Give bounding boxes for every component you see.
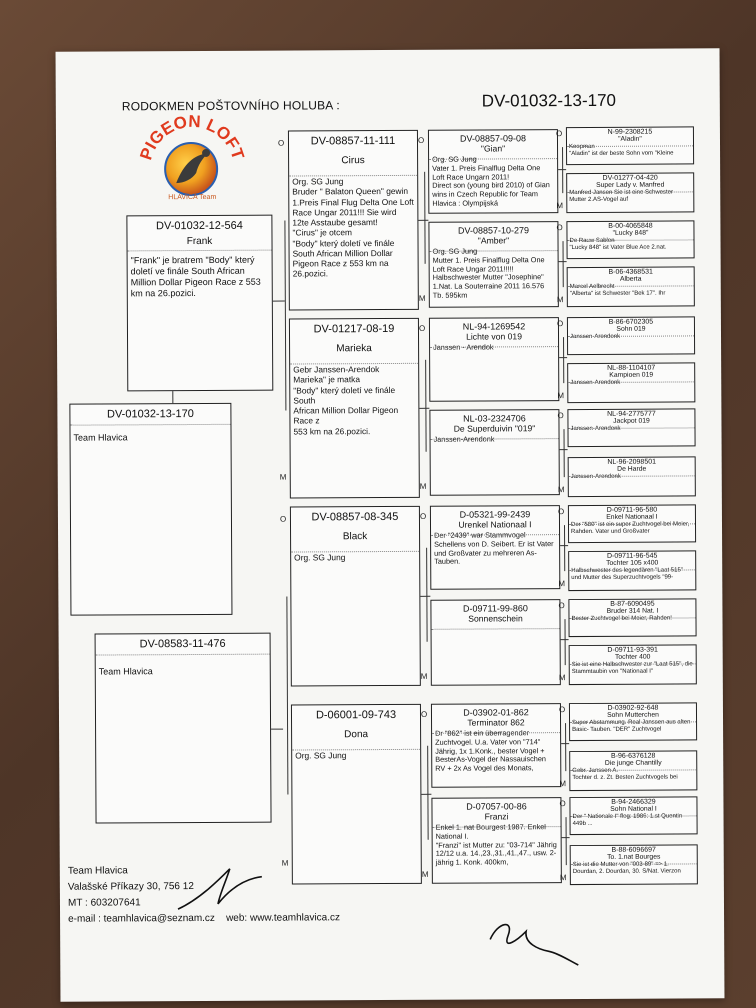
ring-number: DV-01277-04-420 — [602, 174, 658, 182]
pigeon-notes: Gebr. Janssen A. Tochter d. z. Zt. Besten Zuchtvogels bei — [572, 767, 678, 782]
pigeon-name: Bruder 314 Nat. I — [606, 607, 659, 615]
pigeon-notes: Janssen-Arendonk — [570, 333, 621, 341]
pigeon-notes: Dr "862" ist ein überragender Zuchtvogel. U.a. Vater von "714" Jährig, 1x 1.Konk., bester Vogel + BesterAs-Vogel der Nassauischen RV + 2x As Vogel des Monats, — [435, 728, 546, 773]
pigeon-name: Alberta — [619, 275, 642, 283]
great-grandparent-box — [428, 129, 558, 214]
sire-marker: O — [557, 411, 564, 421]
ancestor-box — [568, 598, 696, 637]
grandparent-box — [291, 704, 422, 885]
sire-marker: O — [419, 511, 427, 521]
pigeon-name: "Amber" — [477, 235, 510, 246]
pigeon-name: De Superduivin "019" — [453, 423, 536, 434]
logo-graphic — [136, 113, 248, 204]
great-grandparent-box — [431, 797, 561, 884]
ring-number: B-00-4065848 — [608, 222, 653, 230]
pigeon-notes: Sie ist die Mutter von "003-89" => 1. Dourdan, 2. Dourdan, 30. S/Nat. Vierzon — [572, 861, 681, 876]
pigeon-name: Sohn National I — [610, 805, 657, 813]
sire-marker: O — [418, 323, 426, 333]
ring-number: NL-88-1104107 — [607, 364, 656, 372]
dam-marker: M — [559, 873, 567, 883]
pigeon-name: Black — [342, 531, 368, 543]
ring-number: D-03902-92-648 — [607, 704, 659, 712]
ring-number: D-09711-96-580 — [606, 506, 658, 514]
pigeon-name: Tochter 400 — [614, 653, 651, 661]
ancestor-box — [568, 504, 696, 543]
pigeon-name: Sohn Mutterchen — [607, 711, 659, 719]
ring-number: NL-94-2775777 — [607, 410, 656, 418]
pigeon-notes: Super Abstammung. Real Janssen aus alten Basic- Tauben. "DER" Zuchtvogel — [572, 719, 691, 734]
pigeon-notes: Gebr Janssen-Arendok Marieka" je matka "Body" který doletí ve finále South African Million Dollar Pigeon Race z 553 km na 26.pozici. — [293, 364, 399, 437]
ancestor-box — [567, 316, 695, 355]
sire-marker: O — [557, 507, 565, 517]
pigeon-loft-logo — [136, 113, 248, 204]
dam-marker: M — [281, 858, 289, 868]
dam-marker: M — [557, 485, 565, 495]
great-grandparent-box — [429, 409, 559, 496]
dam-box — [95, 633, 272, 824]
ring-number: DV-08857-11-111 — [310, 134, 396, 148]
dam-marker: M — [419, 481, 427, 491]
pigeon-notes: De Rauw Sablon "Lucky 848" ist Vater Blue Ace 2.nat. — [569, 237, 667, 252]
ring-number: B-06-4368531 — [608, 268, 653, 276]
pigeon-notes: Org. SG Jung Vater 1. Preis Finalflug Delta One Loft Race Ungarn 2011! Direct son (young bird 2010) of Gian wins in Czech Republic for Team Hlavica : Olympijská — [432, 154, 550, 208]
ancestor-box — [570, 844, 698, 885]
signature-scribble — [478, 909, 588, 970]
pigeon-name: "Aladin" — [618, 135, 642, 143]
ring-number: D-03902-01-862 — [463, 707, 529, 718]
pigeon-name: Jackpot 019 — [613, 417, 650, 425]
ancestor-box — [569, 702, 697, 741]
subject-ring: DV-01032-13-170 — [106, 408, 194, 421]
ancestor-box — [569, 750, 697, 791]
pigeon-name: To. 1.nat Bourges — [607, 853, 661, 861]
sire-marker: O — [558, 705, 566, 715]
pigeon-notes: Janssen-Arendonk — [433, 434, 495, 444]
ring-number: D-09711-96-545 — [606, 552, 658, 560]
ancestor-box — [568, 456, 696, 497]
pigeon-notes: Marcel Aelbrecht "Alberta" ist Schwester "Bek 17". Ihr — [569, 283, 666, 298]
dam-marker: M — [559, 779, 567, 789]
footer-name: Team Hlavica — [67, 865, 128, 877]
ancestor-box — [569, 796, 697, 835]
great-grandparent-box — [430, 505, 560, 590]
logo-text-bottom: HLAVICA Team — [168, 193, 217, 202]
subject-owner: Team Hlavica — [73, 432, 128, 443]
ring-number: B-88-6096697 — [611, 846, 656, 854]
ancestor-box — [568, 550, 696, 591]
document-title: RODOKMEN POŠTOVNÍHO HOLUBA : — [121, 98, 340, 114]
dam-marker: M — [558, 673, 566, 683]
ancestor-box — [566, 126, 694, 165]
footer-web: web: www.teamhlavica.cz — [226, 912, 341, 924]
pedigree-sheet — [56, 48, 725, 1001]
grandparent-box — [288, 130, 419, 311]
pigeon-name: "Gian" — [480, 143, 506, 154]
sire-ring: DV-01032-12-564 — [155, 219, 243, 233]
pigeon-name: De Harde — [617, 465, 647, 473]
pigeon-name: "Lucky 848" — [612, 229, 649, 237]
sire-marker: O — [556, 223, 563, 233]
great-grandparent-box — [430, 599, 560, 686]
great-grandparent-box — [431, 703, 561, 788]
sire-marker: O — [555, 129, 563, 139]
ancestor-box — [567, 408, 695, 447]
footer-address: Valašské Příkazy 30, 756 12 — [67, 881, 194, 893]
divider — [432, 628, 560, 630]
pigeon-notes: Der "2439" war Stammvogel Schellens von D. Seibert. Er ist Vater und Großvater zu mehreren As-Tauben. — [434, 530, 554, 567]
pigeon-name: Tochter 105 x400 — [606, 559, 659, 567]
dam-marker: M — [420, 671, 428, 681]
ring-number-title: DV-01032-13-170 — [481, 90, 617, 111]
pigeon-notes: Enkel 1. nat Bourgest 1987. Enkel National I. "Franzi" ist Mutter zu: "03-714" Jährig 12/12 u.a. 14.,23.,31.,41.,47., usw. 2-jährig 1. Konk. 400km, — [435, 822, 557, 867]
dam-marker: M — [558, 579, 566, 589]
ring-number: D-06001-09-743 — [315, 708, 397, 722]
ring-number: DV-08857-09-08 — [459, 133, 527, 144]
signature-mark — [170, 859, 270, 920]
logo-text-top: PIGEON LOFT — [136, 112, 248, 163]
pigeon-notes: Janssen-Arendonk — [570, 473, 621, 481]
sire-marker: O — [417, 135, 425, 145]
ring-number: NL-03-2324706 — [463, 413, 526, 424]
dam-marker: M — [279, 472, 287, 482]
pigeon-name: Die junge Chantilly — [604, 759, 662, 767]
pigeon-name: Kampioen 019 — [609, 371, 654, 379]
pigeon-notes: Janssen-Arendonk — [570, 379, 621, 387]
ring-number: D-05321-99-2439 — [459, 509, 531, 520]
ancestor-box — [566, 220, 694, 259]
ring-number: DV-08857-10-279 — [457, 225, 530, 236]
pigeon-notes — [432, 623, 560, 626]
pigeon-notes: Janssen-Arendonk — [570, 425, 621, 433]
footer-email: e-mail : teamhlavica@seznam.cz — [68, 912, 215, 925]
pigeon-notes: Org. SG Jung — [295, 750, 347, 761]
ring-number: N-99-2308215 — [607, 128, 653, 136]
pigeon-name: Urenkel Nationaal I — [458, 519, 532, 530]
great-grandparent-box — [428, 221, 558, 308]
dam-owner: Team Hlavica — [98, 666, 153, 677]
pigeon-name: Sohn 019 — [616, 325, 646, 333]
pigeon-name: Terminator 862 — [467, 717, 525, 728]
pigeon-notes: Koopman "Aladin" ist der beste Sohn vom "Kleine — [569, 144, 674, 158]
sire-box — [126, 215, 273, 392]
pigeon-name: Super Lady v. Manfred — [596, 181, 665, 189]
great-grandparent-box — [429, 317, 559, 402]
ancestor-box — [567, 266, 695, 307]
dam-ring: DV-08583-11-476 — [139, 637, 226, 651]
sire-marker: O — [277, 138, 285, 148]
pigeon-notes: Manfred Jansen Sie ist eine Schwester Mutter 2.AS-Vogel auf — [569, 189, 674, 204]
sire-marker: O — [420, 709, 428, 719]
dam-marker: M — [557, 391, 565, 401]
sire-marker: O — [279, 514, 287, 524]
pigeon-notes: Halbschwester des legendären "Laat 515" und Mutter des Superzuchtvogels "99- — [571, 567, 683, 582]
ring-number: DV-08857-08-345 — [311, 510, 399, 524]
ring-number: NL-94-1269542 — [462, 321, 526, 332]
pigeon-name: Lichte von 019 — [466, 331, 522, 342]
dam-marker: M — [421, 869, 429, 879]
pigeon-name: Marieka — [336, 343, 372, 355]
ring-number: D-09711-93-391 — [607, 646, 658, 654]
ancestor-box — [566, 172, 694, 213]
ring-number: DV-01217-08-19 — [313, 322, 395, 336]
ring-number: B-94-2466329 — [611, 798, 656, 806]
pigeon-notes: Org. SG Jung Bruder " Balaton Queen" gewin 1.Preis Final Flug Delta One Loft Race Ungar 2011!!! Sie wird 12te Asstaube gesamt! "Cirus" je otcem "Body" který doletí ve finále South African Million Dollar Pigeon Race z 553 km na 26.pozici. — [292, 176, 414, 279]
pigeon-notes: Org. SG Jung Mutter 1. Preis Finalflug Delta One Loft Race Ungar 2011!!!!! Halbschwester Mutter "Josephine" 1.Nat. La Souterraine 2011 16.576 Tb. 595km — [432, 246, 545, 300]
ring-number: B-86-6702305 — [608, 318, 654, 326]
pigeon-name: Dona — [344, 729, 369, 741]
sire-marker: O — [559, 799, 566, 809]
pigeon-name: Sonnenschein — [468, 613, 523, 624]
sire-marker: O — [558, 601, 565, 611]
footer-phone: MT : 603207641 — [67, 897, 141, 909]
ring-number: NL-96-2098501 — [607, 458, 657, 466]
pigeon-notes: Bester Zuchtvogel bei Meier, Rahden! — [571, 615, 672, 623]
pigeon-notes: Sie ist eine Halbschwester zur "Laat 515", die Stammtaubin von "Nationaal I" — [571, 661, 693, 676]
pigeon-name: Cirus — [341, 155, 365, 167]
dam-marker: M — [556, 201, 564, 211]
pigeon-name: Franzi — [484, 811, 509, 822]
pigeon-notes: Der "580" ist ein super Zuchtvogel bei Meier, Rahden. Vater und Großvater — [570, 521, 690, 536]
pigeon-notes: Org. SG Jung — [294, 552, 346, 563]
ring-number: D-09711-99-860 — [462, 603, 528, 614]
ancestor-box — [569, 644, 697, 685]
grandparent-box — [290, 506, 421, 687]
ring-number: B-96-6376128 — [611, 752, 656, 760]
sire-name: Frank — [186, 235, 213, 248]
sire-text: "Frank" je bratrem "Body" který doletí ve finále South African Million Dollar Pigeon Race z 553 km na 26.pozici. — [130, 254, 261, 299]
dam-marker: M — [418, 293, 426, 303]
ancestor-box — [567, 362, 695, 403]
dam-marker: M — [556, 295, 564, 305]
sire-marker: O — [556, 319, 564, 329]
pigeon-notes: Der " Nationale I" flog: 1986: 1.st Quentin 449b ... — [572, 813, 683, 828]
subject-box — [69, 403, 232, 616]
pigeon-notes: Janssen - Arendok — [433, 342, 494, 352]
pigeon-name: Enkel Nationaal I — [606, 513, 658, 521]
ring-number: B-87-6090495 — [610, 600, 655, 608]
grandparent-box — [289, 318, 420, 499]
ring-number: D-07057-00-86 — [466, 801, 527, 812]
